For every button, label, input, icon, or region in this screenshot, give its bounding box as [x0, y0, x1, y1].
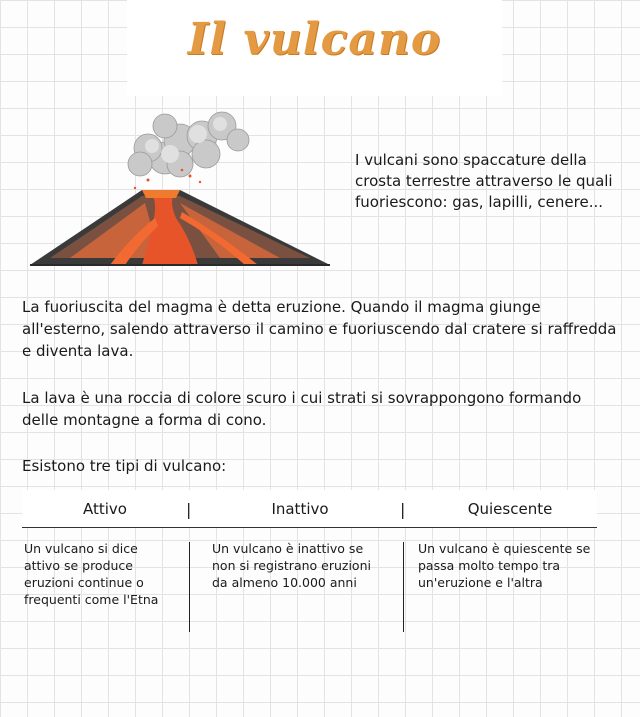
- header-separator: |: [400, 500, 406, 519]
- type-desc-attivo: Un vulcano si dice attivo se produce eruzioni continue o frequenti come l'Etna: [24, 541, 159, 607]
- paragraph-eruzione: La fuoriuscita del magma è detta eruzione. Quando il magma giunge all'esterno, salendo attraverso il camino e fuoriuscendo dal cratere si raffredda e diventa lava.: [22, 298, 617, 360]
- intro-text: I vulcani sono spaccature della crosta terrestre attraverso le quali fuoriescono: gas, lapilli, cenere...: [355, 151, 613, 211]
- paragraph-lava: La lava è una roccia di colore scuro i cui strati si sovrappongono formando delle montagne a forma di cono.: [22, 389, 582, 429]
- type-header-inattivo: Inattivo: [271, 500, 329, 518]
- column-separator: [403, 542, 404, 632]
- header-separator: |: [186, 500, 192, 519]
- column-separator: [189, 542, 190, 632]
- table-divider: [22, 527, 597, 528]
- type-desc-inattivo: Un vulcano è inattivo se non si registrano eruzioni da almeno 10.000 anni: [212, 541, 371, 590]
- page-title: Il vulcano: [187, 14, 442, 65]
- paragraph-types-intro: Esistono tre tipi di vulcano:: [22, 457, 227, 475]
- title-banner: [127, 0, 502, 96]
- type-header-quiescente: Quiescente: [467, 500, 553, 518]
- volcano-illustration: [30, 108, 330, 268]
- type-header-attivo: Attivo: [83, 500, 127, 518]
- type-desc-quiescente: Un vulcano è quiescente se passa molto tempo tra un'eruzione e l'altra: [418, 541, 591, 590]
